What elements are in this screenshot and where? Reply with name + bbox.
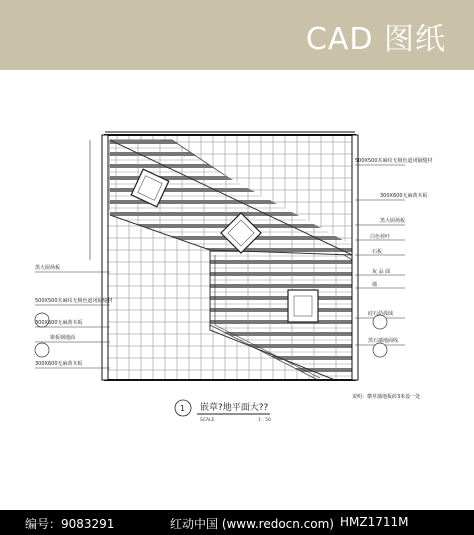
banner-title: CAD 图纸 (305, 22, 446, 57)
left-leaders (35, 140, 110, 368)
watermark-footer (0, 510, 474, 535)
label-right-5: 石板 (372, 249, 383, 255)
label-right-4: 白色荷叶 (370, 234, 391, 240)
section-marker-left-2 (35, 343, 49, 357)
title-banner (0, 0, 474, 70)
label-left-1: 黑大厨场板 (35, 265, 61, 271)
label-left-3: 300X600无麻黄木板 (35, 320, 83, 326)
label-right-6: 灰 品 面 (372, 269, 391, 275)
label-left-2: 500X500木麻纹无极色道闭隔缝材 (35, 298, 113, 304)
footer-id: 编号：9083291 (25, 517, 115, 531)
label-right-2: 300X600无麻黄木板 (380, 193, 428, 199)
right-curb (352, 135, 358, 380)
cad-drawing (0, 70, 474, 490)
scale-label: SCALE (200, 418, 215, 423)
label-left-5: 300X600无麻黄木板 (35, 361, 83, 367)
scale-value: 1 : 50 (258, 418, 271, 423)
label-left-4: 锥板钢地面 (50, 335, 76, 341)
section-marker-right-1 (373, 315, 387, 329)
note-text: 说明：横草墙地板砖3米设一处 (352, 394, 421, 400)
stepping-stone-3 (288, 290, 318, 322)
footer-site: 红动中国 (www.redocn.com) (170, 517, 334, 531)
label-right-8: 硅石幼孤绒 (368, 311, 394, 317)
label-right-1: 500X500木麻纹无极色道闭隔缝材 (355, 158, 433, 164)
footer-code: HMZ1711M (340, 515, 409, 529)
label-right-7: 墙 (372, 282, 378, 288)
drawing-number: 1 (180, 404, 186, 413)
floor-plan-svg (0, 70, 474, 490)
section-marker-right-2 (373, 343, 387, 357)
drawing-title: 嵌草?地平面大?? (200, 403, 269, 413)
left-curb (102, 135, 108, 380)
label-right-9: 黑石墙地面线 (368, 338, 399, 344)
label-right-3: 黑大厨场板 (380, 218, 406, 224)
